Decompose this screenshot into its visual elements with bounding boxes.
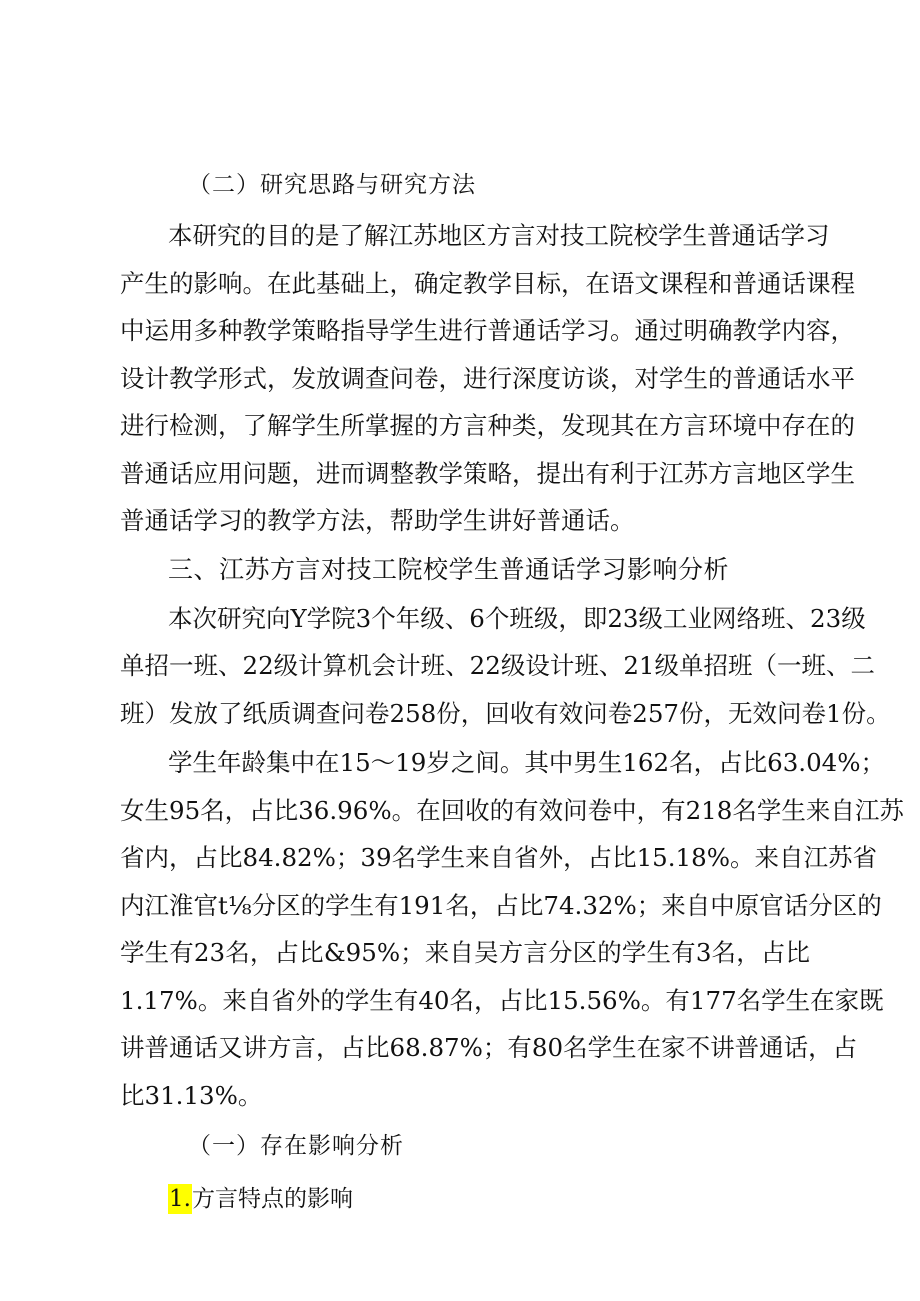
paragraph-line: 普通话学习的教学方法，帮助学生讲好普通话。	[120, 506, 635, 535]
section2-sub-heading: （二）研究思路与研究方法	[188, 172, 476, 198]
paragraph-line: 省内，占比84.82%；39名学生来自省外，占比15.18%。来自江苏省	[120, 843, 878, 872]
paragraph-line: 设计教学形式，发放调查问卷，进行深度访谈，对学生的普通话水平	[120, 363, 855, 393]
item1-text: 方言特点的影响	[191, 1186, 353, 1212]
paragraph-line: 内江淮官t⅛分区的学生有191名，占比74.32%；来自中原官话分区的	[120, 890, 882, 920]
subsection1-heading: （一）存在影响分析	[188, 1133, 404, 1159]
paragraph-line: 女生95名，占比36.96%。在回收的有效问卷中，有218名学生来自江苏	[120, 795, 904, 825]
paragraph-line: 进行检测，了解学生所掌握的方言种类，发现其在方言环境中存在的	[120, 411, 855, 440]
paragraph-line: 单招一班、22级计算机会计班、22级设计班、21级单招班（一班、二	[120, 651, 876, 680]
paragraph-line: 产生的影响。在此基础上，确定教学目标，在语文课程和普通话课程	[120, 268, 855, 298]
document-body	[120, 160, 904, 1223]
section3-heading: 三、江苏方言对技工院校学生普通话学习影响分析	[168, 554, 730, 584]
paragraph-line: 讲普通话又讲方言，占比68.87%；有80名学生在家不讲普通话，占	[120, 1033, 858, 1062]
paragraph-line: 中运用多种教学策略指导学生进行普通话学习。通过明确教学内容，	[120, 316, 855, 345]
paragraph-line: 本研究的目的是了解江苏地区方言对技工院校学生普通话学习	[168, 221, 830, 250]
paragraph-line: 普通话应用问题，进而调整教学策略，提出有利于江苏方言地区学生	[120, 458, 855, 488]
paragraph-line: 比31.13%。	[120, 1080, 263, 1110]
paragraph-line: 1.17%。来自省外的学生有40名，占比15.56%。有177名学生在家既	[120, 985, 884, 1015]
paragraph-line: 班）发放了纸质调查问卷258份，回收有效问卷257份，无效问卷1份。	[120, 698, 891, 728]
item1-heading	[120, 1175, 810, 1223]
paragraph-line: 本次研究向Y学院3个年级、6个班级，即23级工业网络班、23级	[168, 603, 866, 633]
item1-number-highlight: 1.	[169, 1186, 191, 1212]
paragraph-survey-statistics	[120, 739, 904, 1119]
paragraph-research-approach	[120, 212, 855, 545]
paragraph-survey-scope	[120, 595, 891, 738]
paragraph-line: 学生有23名，占比&95%；来自吴方言分区的学生有3名，占比	[120, 938, 810, 967]
paragraph-line: 学生年龄集中在15～19岁之间。其中男生162名，占比63.04%；	[168, 748, 886, 777]
